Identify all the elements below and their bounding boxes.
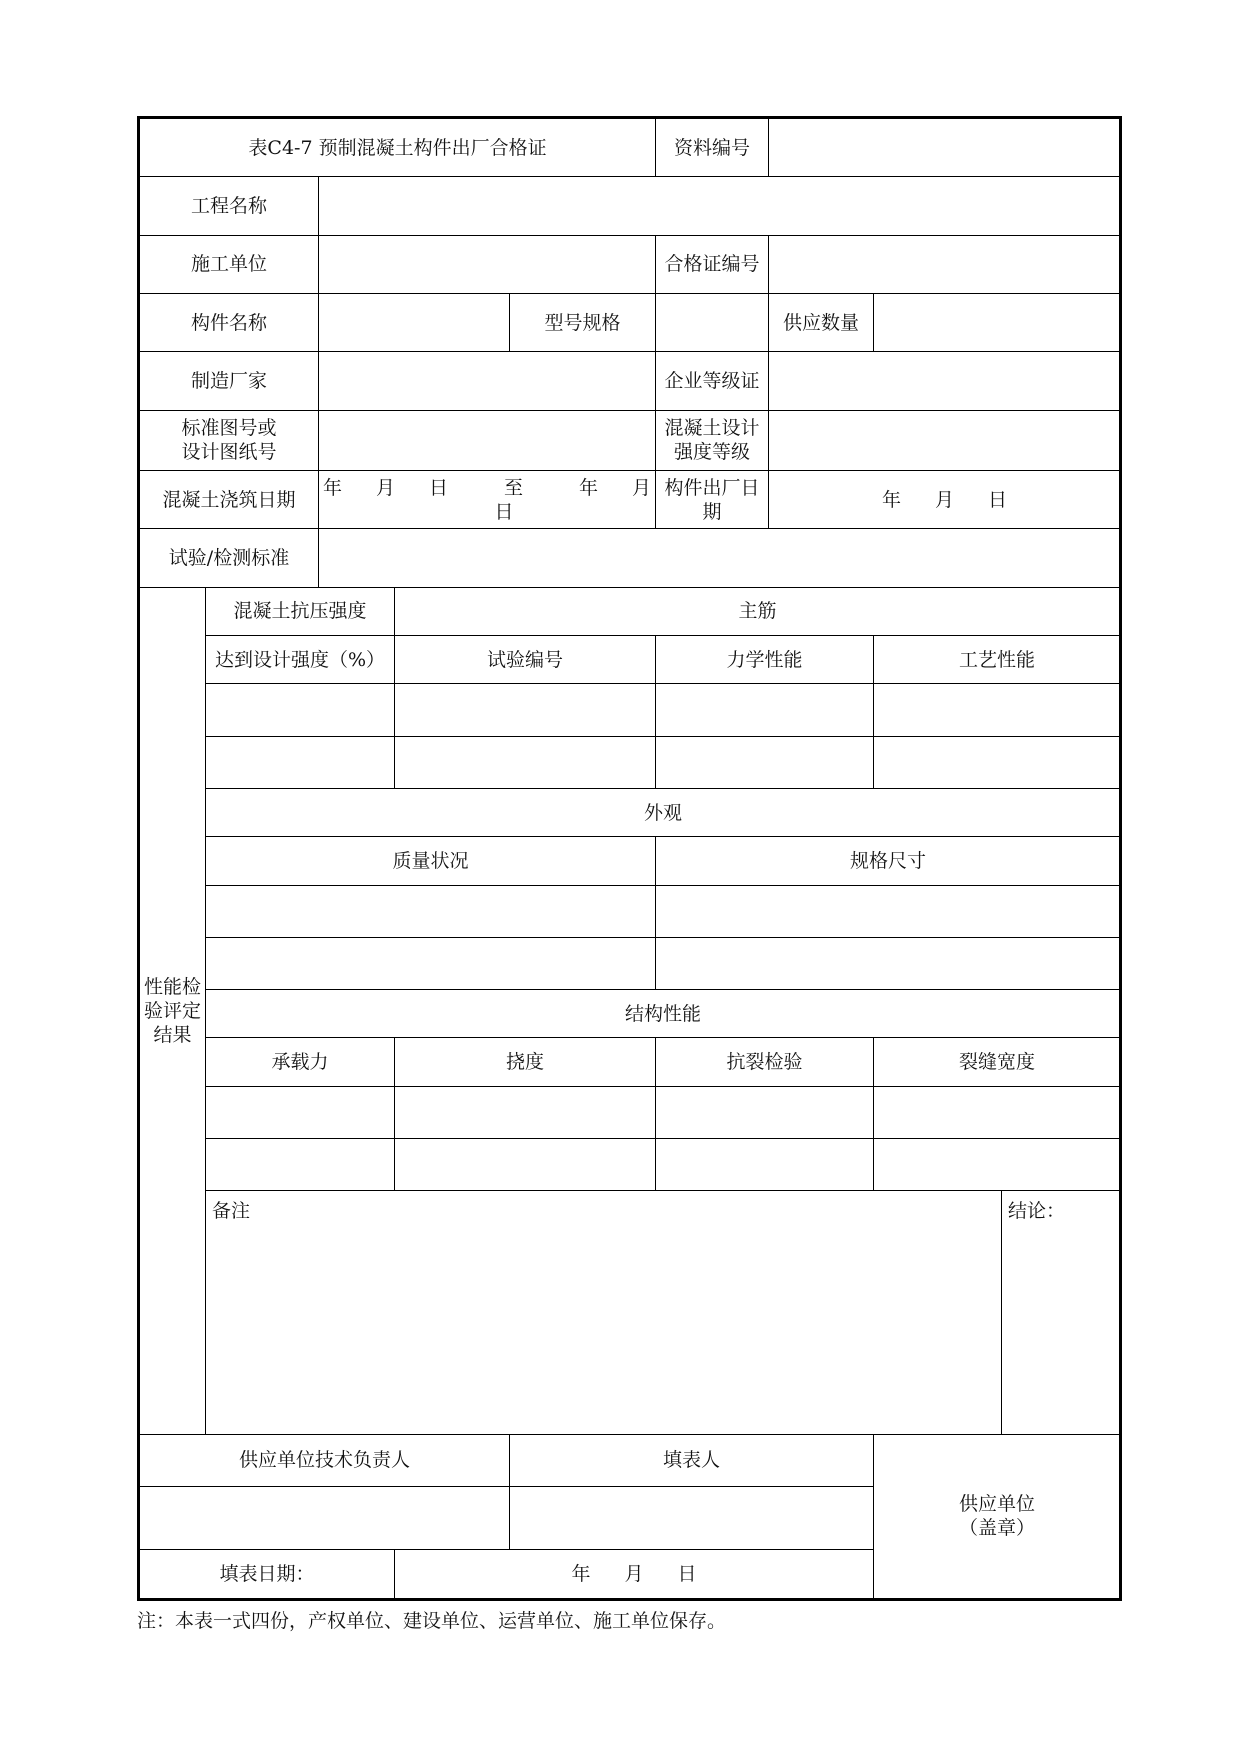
- crack-check-cell[interactable]: [656, 1086, 874, 1138]
- date-month: 月: [632, 476, 652, 499]
- perf-label-line3: 结果: [153, 1023, 192, 1046]
- quality-cell[interactable]: [206, 885, 656, 937]
- pour-date-label: 混凝土浇筑日期: [139, 471, 319, 529]
- footnote: 注：本表一式四份，产权单位、建设单位、运营单位、施工单位保存。: [137, 1610, 727, 1632]
- remarks-area[interactable]: [206, 1191, 1002, 1434]
- mechanical-cell[interactable]: [656, 736, 874, 788]
- enterprise-grade-field[interactable]: [769, 352, 1121, 410]
- deflection-cell[interactable]: [395, 1086, 656, 1138]
- doc-no-field[interactable]: [769, 118, 1121, 177]
- bearing-header: 承载力: [206, 1038, 395, 1086]
- manufacturer-field[interactable]: [319, 352, 656, 410]
- factory-date-label: 构件出厂日期: [656, 471, 769, 529]
- construction-unit-label: 施工单位: [139, 235, 319, 293]
- deflection-cell[interactable]: [395, 1139, 656, 1191]
- std-drawing-field[interactable]: [319, 410, 656, 470]
- manufacturer-label: 制造厂家: [139, 352, 319, 410]
- date-day: 日: [429, 476, 449, 499]
- process-cell[interactable]: [874, 736, 1121, 788]
- test-standard-label: 试验/检测标准: [139, 529, 319, 587]
- fill-date-label: 填表日期：: [139, 1549, 395, 1600]
- supplier-seal: [874, 1434, 1121, 1599]
- supplier-line1: 供应单位: [959, 1493, 1036, 1516]
- dimensions-cell[interactable]: [656, 937, 1121, 989]
- date-day: 日: [677, 1562, 697, 1585]
- crack-width-header: 裂缝宽度: [874, 1038, 1121, 1086]
- compressive-strength-header: 混凝土抗压强度: [206, 587, 395, 635]
- supply-qty-field[interactable]: [874, 294, 1121, 352]
- process-cell[interactable]: [874, 684, 1121, 736]
- tech-lead-sign[interactable]: [139, 1487, 510, 1549]
- project-name-field[interactable]: [319, 177, 1121, 235]
- main-rebar-header: 主筋: [395, 587, 1121, 635]
- process-header: 工艺性能: [874, 636, 1121, 684]
- crack-check-cell[interactable]: [656, 1139, 874, 1191]
- date-day: 日: [494, 500, 514, 523]
- quality-cell[interactable]: [206, 937, 656, 989]
- fill-date-field[interactable]: [395, 1549, 874, 1600]
- strength-cell[interactable]: [206, 684, 395, 736]
- quality-header: 质量状况: [206, 837, 656, 885]
- crack-width-cell[interactable]: [874, 1139, 1121, 1191]
- dimensions-cell[interactable]: [656, 885, 1121, 937]
- date-month: 月: [935, 488, 955, 511]
- construction-unit-field[interactable]: [319, 235, 656, 293]
- mechanical-cell[interactable]: [656, 684, 874, 736]
- appearance-header: 外观: [206, 788, 1121, 836]
- filler-sign[interactable]: [510, 1487, 874, 1549]
- performance-section-label: [139, 587, 206, 1434]
- structural-header: 结构性能: [206, 990, 1121, 1038]
- filler-header: 填表人: [510, 1434, 874, 1486]
- date-day: 日: [988, 488, 1008, 511]
- test-standard-field[interactable]: [319, 529, 1121, 587]
- certificate-no-label: 合格证编号: [656, 235, 769, 293]
- supplier-line2: （盖章）: [959, 1517, 1036, 1540]
- date-year: 年: [571, 1562, 591, 1585]
- tech-lead-header: 供应单位技术负责人: [139, 1434, 510, 1486]
- date-month: 月: [375, 476, 395, 499]
- conclusion-area[interactable]: [1002, 1191, 1121, 1434]
- project-name-label: 工程名称: [139, 177, 319, 235]
- factory-date-field[interactable]: [769, 471, 1121, 529]
- remark-label: 备注: [212, 1200, 251, 1223]
- perf-label-line2: 验评定: [143, 999, 201, 1022]
- design-strength-header: 达到设计强度（%）: [206, 636, 395, 684]
- deflection-header: 挠度: [395, 1038, 656, 1086]
- form-title: 表C4-7 预制混凝土构件出厂合格证: [139, 118, 656, 177]
- concrete-grade-field[interactable]: [769, 410, 1121, 470]
- crack-width-cell[interactable]: [874, 1086, 1121, 1138]
- component-name-field[interactable]: [319, 294, 510, 352]
- dimensions-header: 规格尺寸: [656, 837, 1121, 885]
- component-name-label: 构件名称: [139, 294, 319, 352]
- concrete-grade-label: 混凝土设计强度等级: [656, 410, 769, 470]
- std-drawing-line1: 标准图号或: [181, 417, 277, 440]
- std-drawing-line2: 设计图纸号: [181, 441, 277, 464]
- conclusion-label: 结论：: [1008, 1200, 1066, 1223]
- certificate-form: [137, 116, 1122, 1601]
- perf-label-line1: 性能检: [143, 975, 201, 998]
- bearing-cell[interactable]: [206, 1139, 395, 1191]
- enterprise-grade-label: 企业等级证: [656, 352, 769, 410]
- test-no-cell[interactable]: [395, 684, 656, 736]
- supply-qty-label: 供应数量: [769, 294, 874, 352]
- date-year: 年: [579, 476, 599, 499]
- bearing-cell[interactable]: [206, 1086, 395, 1138]
- date-to: 至: [504, 476, 524, 499]
- strength-cell[interactable]: [206, 736, 395, 788]
- date-month: 月: [624, 1562, 644, 1585]
- model-spec-label: 型号规格: [510, 294, 656, 352]
- test-no-cell[interactable]: [395, 736, 656, 788]
- certificate-no-field[interactable]: [769, 235, 1121, 293]
- test-no-header: 试验编号: [395, 636, 656, 684]
- crack-check-header: 抗裂检验: [656, 1038, 874, 1086]
- pour-date-field[interactable]: [319, 471, 656, 529]
- date-year: 年: [882, 488, 902, 511]
- doc-no-label: 资料编号: [656, 118, 769, 177]
- std-drawing-label: [139, 410, 319, 470]
- mechanical-header: 力学性能: [656, 636, 874, 684]
- model-spec-field[interactable]: [656, 294, 769, 352]
- date-year: 年: [322, 476, 342, 499]
